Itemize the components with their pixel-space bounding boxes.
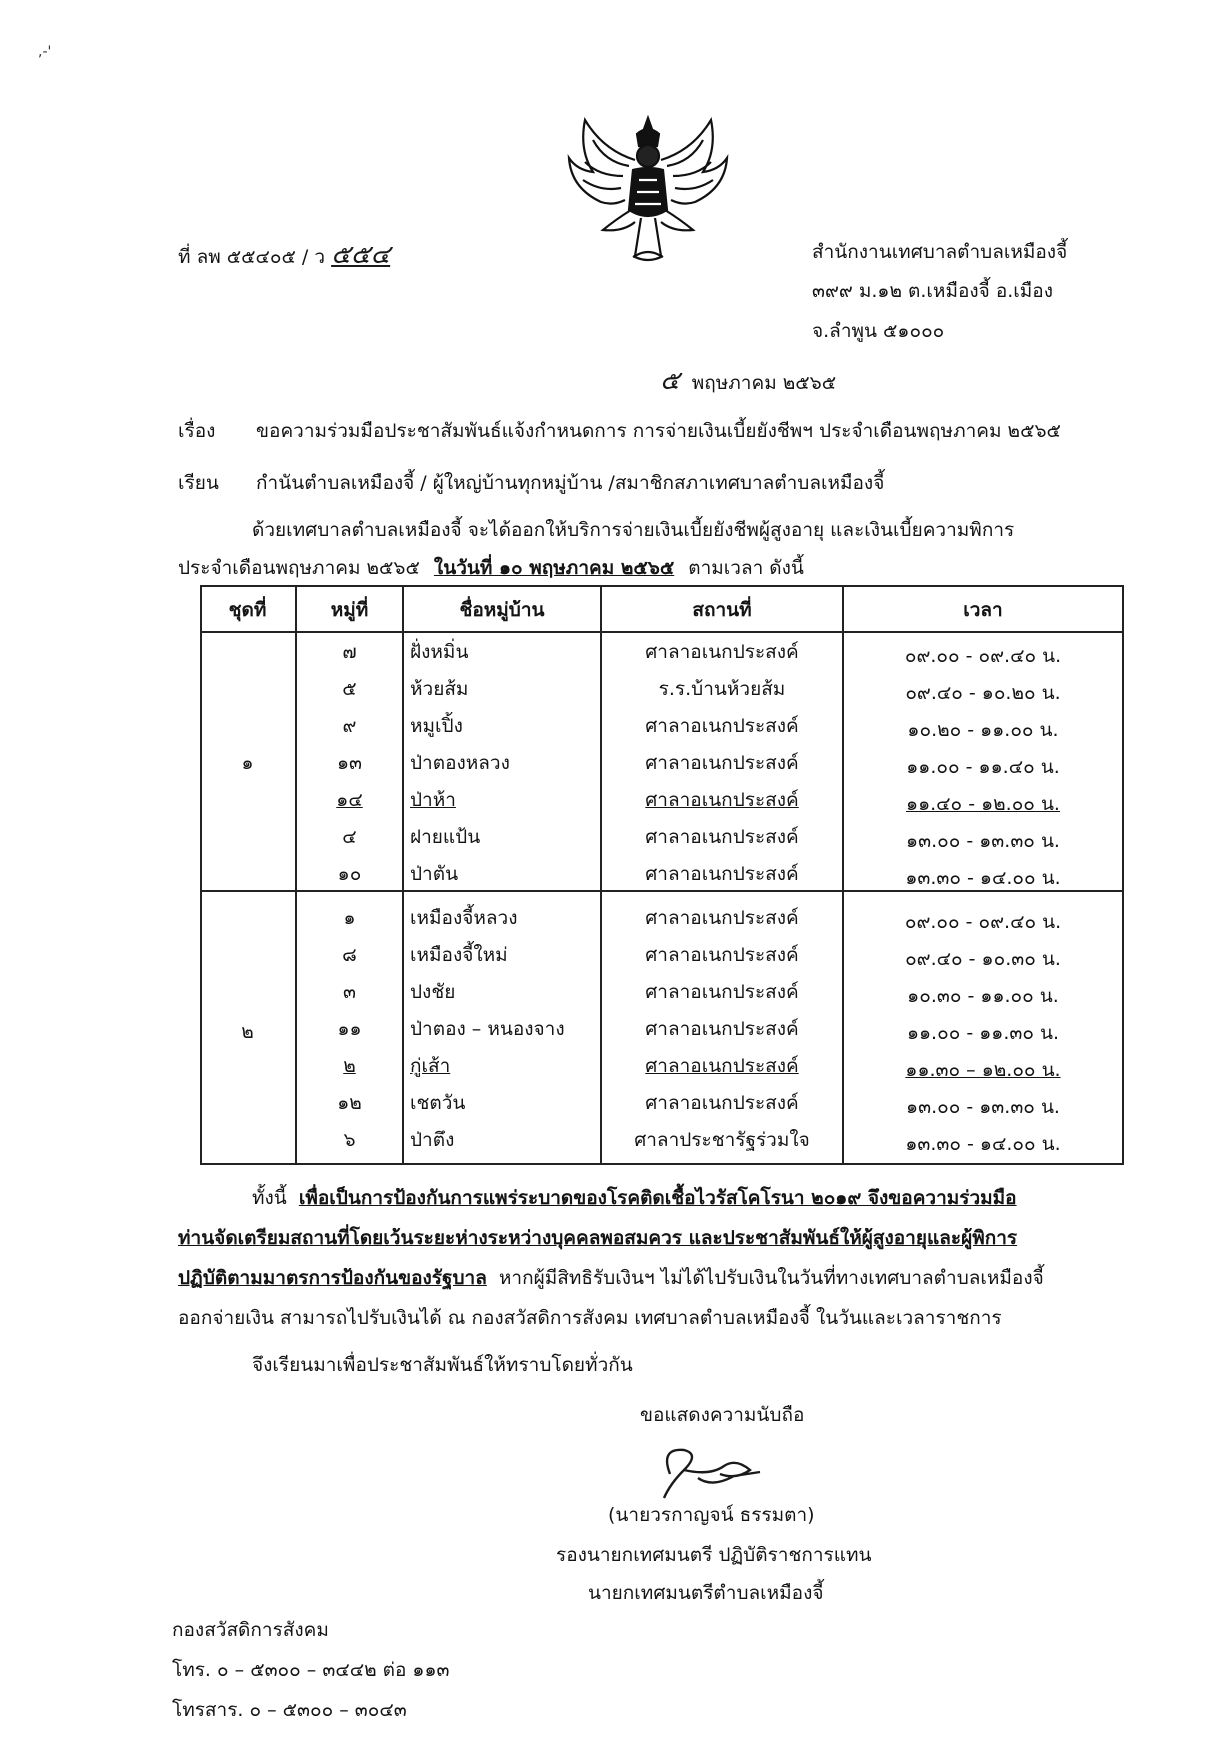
closing-line-4: ออกจ่ายเงิน สามารถไปรับเงินได้ ณ กองสวัสดิการสังคม เทศบาลตำบลเหมืองจี้ ในวันและเวลาราชการ [178, 1307, 1002, 1329]
table-row-place: ศาลาอเนกประสงค์ [645, 981, 799, 1003]
table-row-village: ห้วยส้ม [410, 678, 469, 700]
table-row-moo: ๘ [342, 944, 357, 966]
table-row-place: ศาลาอเนกประสงค์ [645, 752, 799, 774]
table-row-moo: ๑๑ [337, 1018, 362, 1040]
closing-text-3: หากผู้มีสิทธิรับเงินฯ ไม่ได้ไปรับเงินในวันที่ทางเทศบาลตำบลเหมืองจี้ [498, 1267, 1044, 1289]
regards-text: ขอแสดงความนับถือ [640, 1404, 805, 1426]
recipient-text: กำนันตำบลเหมืองจี้ / ผู้ใหญ่บ้านทุกหมู่บ้าน /สมาชิกสภาเทศบาลตำบลเหมืองจี้ [256, 472, 885, 494]
table-row-time: ๐๙.๐๐ - ๐๙.๔๐ น. [904, 645, 1062, 667]
table-row-place: ศาลาอเนกประสงค์ [645, 1092, 799, 1114]
office-address-1: ๓๙๙ ม.๑๒ ต.เหมืองจี้ อ.เมือง [812, 280, 1053, 302]
table-row-moo: ๙ [342, 715, 357, 737]
table-row-moo: ๑ [343, 907, 356, 929]
date-day-handwritten: ๕ [660, 366, 680, 396]
table-row-village: ป่าตอง – หนองจาง [410, 1018, 565, 1040]
table-row-time: ๐๙.๐๐ - ๐๙.๔๐ น. [904, 911, 1062, 933]
reference-handwritten-number: ๕๕๔ [331, 240, 391, 270]
intro-period: ประจำเดือนพฤษภาคม ๒๕๖๕ [178, 557, 420, 579]
table-row-village: ฝายแป้น [410, 826, 481, 848]
reference-number [178, 234, 390, 275]
table-row-place: ศาลาอเนกประสงค์ [645, 907, 799, 929]
closing-line-2 [178, 1223, 1017, 1253]
intro-date: ในวันที่ ๑๐ พฤษภาคม ๒๕๖๕ [433, 557, 675, 579]
table-row-village: กู่เส้า [410, 1055, 451, 1077]
table-row-village: ป่าห้า [410, 789, 456, 811]
table-row-place: ศาลาประชารัฐร่วมใจ [634, 1129, 810, 1151]
table-row-village: ป่าตองหลวง [410, 752, 510, 774]
reference-prefix: ที่ ลพ ๕๕๔๐๕ / ว [178, 246, 326, 268]
intro-line-2 [178, 553, 804, 583]
closing-emphasis-3: ปฏิบัติตามมาตรการป้องกันของรัฐบาล [178, 1267, 487, 1289]
office-name: สำนักงานเทศบาลตำบลเหมืองจี้ [812, 241, 1068, 263]
office-address-2: จ.ลำพูน ๕๑๐๐๐ [812, 320, 945, 342]
table-row-time: ๑๐.๓๐ - ๑๑.๐๐ น. [907, 985, 1059, 1007]
header-village: ชื่อหมู่บ้าน [459, 599, 545, 621]
table-row-village: เหมืองจี้ใหม่ [410, 944, 508, 966]
group-set-1: ๑ [241, 752, 254, 774]
table-row-place: ร.ร.บ้านห้วยส้ม [658, 678, 786, 700]
group-set-2: ๒ [241, 1021, 254, 1043]
table-row-moo: ๑๓ [336, 752, 363, 774]
table-row-place: ศาลาอเนกประสงค์ [645, 641, 799, 663]
stray-mark: ,-' [38, 44, 52, 60]
table-row-village: ป่าตึง [410, 1129, 455, 1151]
table-row-moo: ๕ [342, 678, 357, 700]
subject-text: ขอความร่วมมือประชาสัมพันธ์แจ้งกำหนดการ การจ่ายเงินเบี้ยยังชีพฯ ประจำเดือนพฤษภาคม ๒๕๖๕ [256, 420, 1061, 442]
signatory-title-2: นายกเทศมนตรีตำบลเหมืองจี้ [588, 1582, 824, 1604]
header-place: สถานที่ [692, 599, 752, 621]
table-row-place: ศาลาอเนกประสงค์ [645, 826, 799, 848]
table-row-time: ๑๑.๐๐ - ๑๑.๓๐ น. [906, 1022, 1060, 1044]
header-time: เวลา [963, 599, 1003, 621]
table-row-moo: ๑๐ [337, 863, 362, 885]
table-row-time: ๐๙.๔๐ - ๑๐.๓๐ น. [905, 948, 1061, 970]
table-row-place: ศาลาอเนกประสงค์ [645, 1018, 799, 1040]
table-row-village: ปงชัย [410, 981, 456, 1003]
footer-department: กองสวัสดิการสังคม [172, 1619, 329, 1641]
table-row-time: ๑๓.๓๐ - ๑๔.๐๐ น. [905, 867, 1061, 889]
table-row-time: ๑๐.๒๐ - ๑๑.๐๐ น. [907, 719, 1059, 741]
table-row-moo: ๑๒ [337, 1092, 362, 1114]
table-row-moo: ๒ [343, 1055, 356, 1077]
intro-line-1: ด้วยเทศบาลตำบลเหมืองจี้ จะได้ออกให้บริการจ่ายเงินเบี้ยยังชีพผู้สูงอายุ และเงินเบี้ยความพิการ [252, 519, 1015, 541]
table-row-place: ศาลาอเนกประสงค์ [645, 863, 799, 885]
closing-line-1 [252, 1183, 1017, 1213]
intro-time-note: ตามเวลา ดังนี้ [688, 557, 804, 579]
signatory-name: (นายวรกาญจน์ ธรรมตา) [608, 1504, 815, 1526]
table-row-place: ศาลาอเนกประสงค์ [645, 715, 799, 737]
table-row-moo: ๗ [342, 641, 357, 663]
table-row-moo: ๖ [343, 1129, 356, 1151]
garuda-emblem [563, 110, 733, 265]
schedule-table [200, 585, 1124, 1165]
table-row-moo: ๔ [342, 826, 357, 848]
footer-phone: โทร. ๐ – ๕๓๐๐ – ๓๔๔๒ ต่อ ๑๑๓ [172, 1659, 450, 1681]
recipient-line [178, 468, 884, 498]
table-row-village: หมูเปิ้ง [410, 715, 463, 737]
table-row-village: ป่าตัน [410, 863, 459, 885]
subject-label: เรื่อง [178, 420, 216, 442]
table-row-place: ศาลาอเนกประสงค์ [645, 789, 799, 811]
table-row-moo: ๑๔ [336, 789, 363, 811]
closing-intro-word: ทั้งนี้ [252, 1187, 287, 1209]
header-set: ชุดที่ [228, 599, 267, 621]
table-row-moo: ๓ [343, 981, 356, 1003]
table-row-time: ๐๙.๔๐ - ๑๐.๒๐ น. [905, 682, 1061, 704]
header-moo: หมู่ที่ [330, 599, 369, 621]
table-row-time: ๑๓.๓๐ - ๑๔.๐๐ น. [905, 1133, 1061, 1155]
table-row-time: ๑๓.๐๐ - ๑๓.๓๐ น. [906, 830, 1060, 852]
closing-line-5: จึงเรียนมาเพื่อประชาสัมพันธ์ให้ทราบโดยทั่วกัน [252, 1354, 633, 1376]
closing-emphasis-2: ท่านจัดเตรียมสถานที่โดยเว้นระยะห่างระหว่างบุคคลพอสมควร และประชาสัมพันธ์ให้ผู้สูงอายุและผู้พิการ [178, 1227, 1018, 1249]
table-row-village: เชตวัน [410, 1092, 466, 1114]
recipient-label: เรียน [178, 472, 219, 494]
closing-line-3 [178, 1263, 1044, 1293]
table-row-place: ศาลาอเนกประสงค์ [645, 1055, 799, 1077]
signatory-title-1: รองนายกเทศมนตรี ปฏิบัติราชการแทน [556, 1544, 872, 1566]
table-row-village: ฝั่งหมิ่น [410, 641, 469, 663]
table-row-village: เหมืองจี้หลวง [410, 907, 518, 929]
table-row-place: ศาลาอเนกประสงค์ [645, 944, 799, 966]
table-row-time: ๑๑.๐๐ - ๑๑.๔๐ น. [906, 756, 1060, 778]
closing-emphasis-1: เพื่อเป็นการป้องกันการแพร่ระบาดของโรคติดเชื้อไวรัสโคโรนา ๒๐๑๙ จึงขอความร่วมมือ [298, 1187, 1017, 1209]
table-row-time: ๑๑.๔๐ - ๑๒.๐๐ น. [906, 793, 1060, 815]
document-date [660, 360, 836, 401]
subject-line [178, 416, 1061, 446]
footer-fax: โทรสาร. ๐ – ๕๓๐๐ – ๓๐๔๓ [172, 1699, 407, 1721]
table-row-time: ๑๑.๓๐ – ๑๒.๐๐ น. [905, 1059, 1061, 1081]
date-month-year: พฤษภาคม ๒๕๖๕ [691, 372, 837, 394]
table-row-time: ๑๓.๐๐ - ๑๓.๓๐ น. [906, 1096, 1060, 1118]
